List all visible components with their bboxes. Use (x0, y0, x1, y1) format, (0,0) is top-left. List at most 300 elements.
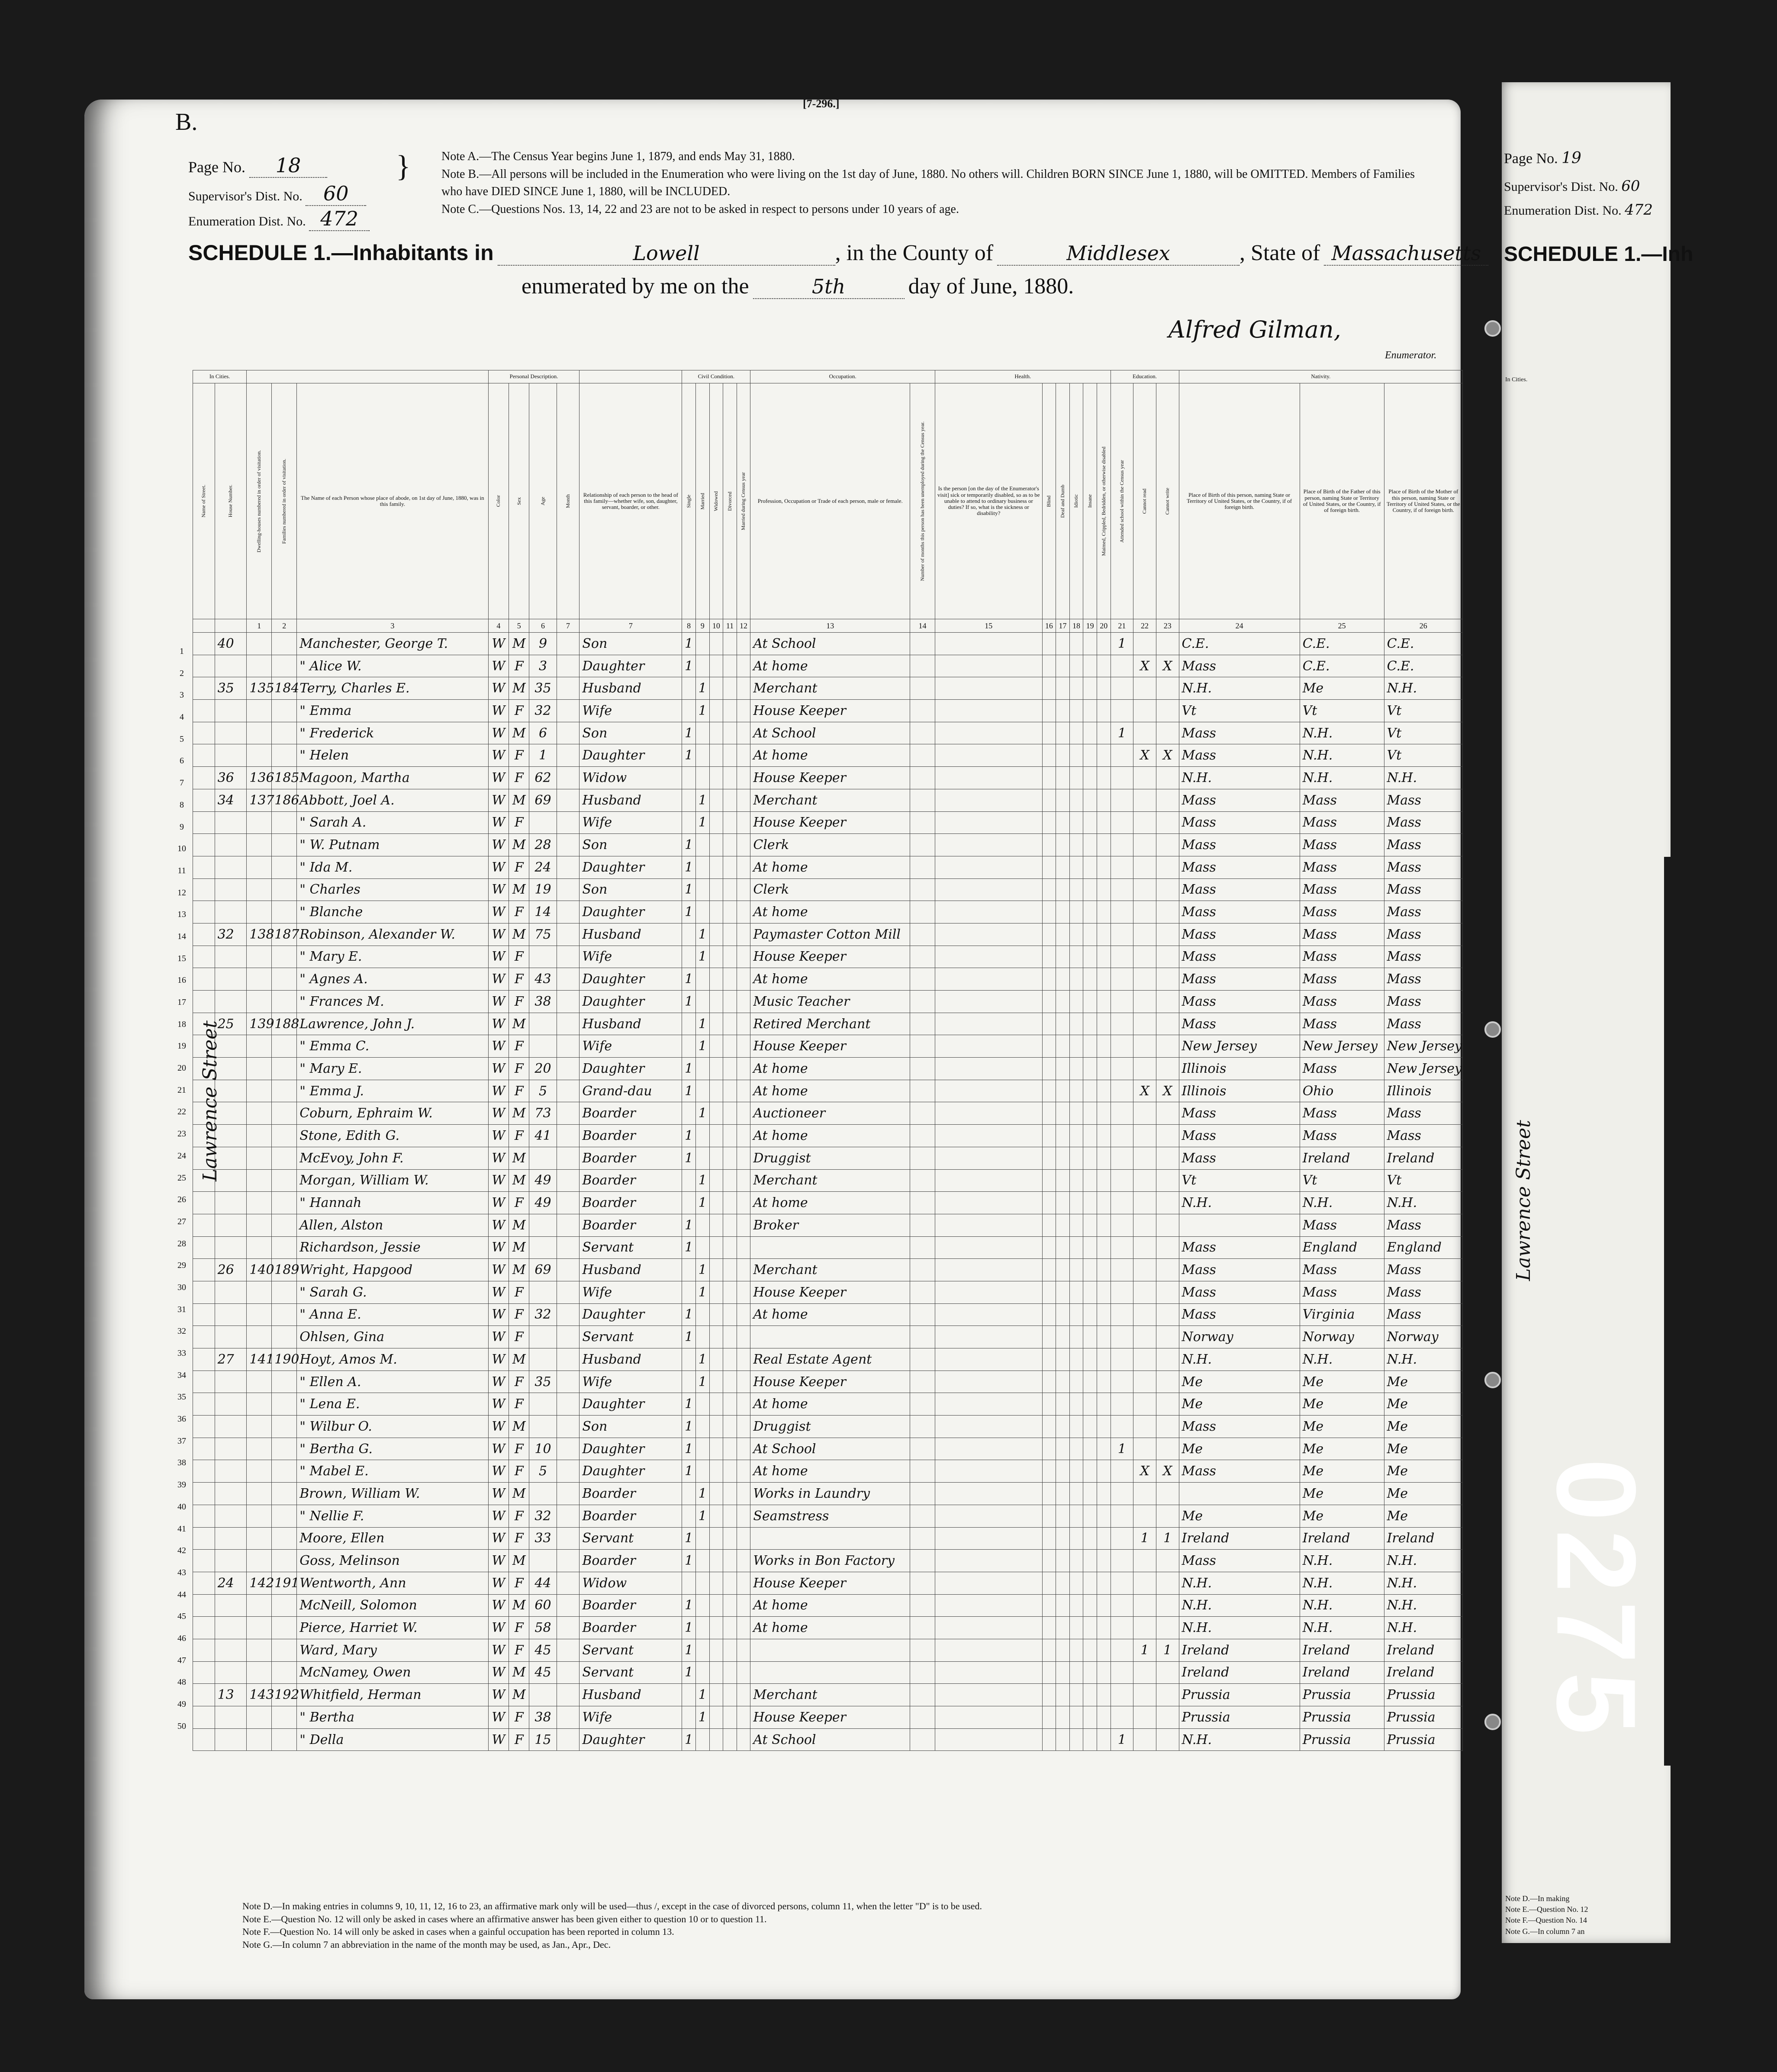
cell-sex: M (509, 923, 529, 946)
cell-dw (247, 968, 272, 991)
cell-age: 58 (529, 1617, 557, 1639)
cell-m (695, 1125, 709, 1147)
cell-rel: Grand-dau (579, 1080, 682, 1102)
cell-empty (1083, 1706, 1097, 1729)
cell-fb: N.H. (1300, 722, 1384, 744)
table-row (193, 700, 1463, 722)
cell-empty (1097, 1661, 1111, 1684)
cell-sch (1111, 1371, 1133, 1393)
cell-empty (1097, 1706, 1111, 1729)
cell-empty (935, 901, 1043, 923)
cell-dw (247, 1214, 272, 1236)
cell-cw (1156, 901, 1179, 923)
cell-dw: 141 (247, 1348, 272, 1371)
cell-m (695, 722, 709, 744)
cell-mb: Mass (1384, 991, 1462, 1013)
cell-empty (723, 856, 737, 878)
cell-empty (935, 1706, 1043, 1729)
cell-rel: Servant (579, 1236, 682, 1259)
cell-empty (723, 1527, 737, 1550)
cell-dw (247, 878, 272, 901)
cell-cr (1133, 1728, 1156, 1751)
row-number: 38 (177, 1458, 186, 1468)
cell-m (695, 1214, 709, 1236)
cell-empty (935, 834, 1043, 856)
cell-empty (935, 633, 1043, 655)
cell-m: 1 (695, 1102, 709, 1125)
cell-empty (1056, 722, 1070, 744)
table-row (193, 633, 1463, 655)
cell-age (529, 1483, 557, 1505)
cell-fb: Vt (1300, 1169, 1384, 1192)
cell-name: " Lena E. (297, 1393, 488, 1416)
cell-sch (1111, 1102, 1133, 1125)
cell-sch (1111, 1013, 1133, 1035)
cell-empty (557, 789, 579, 811)
cell-empty (910, 677, 935, 700)
column-number: 13 (750, 619, 910, 633)
cell-color: W (488, 1125, 509, 1147)
cell-house: 13 (215, 1684, 247, 1706)
cell-house (215, 1639, 247, 1661)
cell-s: 1 (682, 1416, 696, 1438)
cell-mb: Me (1384, 1483, 1462, 1505)
cell-empty (1056, 789, 1070, 811)
cell-empty (1069, 1303, 1083, 1326)
cell-empty (723, 878, 737, 901)
cell-fb: Mass (1300, 834, 1384, 856)
cell-empty (1097, 1527, 1111, 1550)
cell-empty (1056, 968, 1070, 991)
cell-empty (1097, 700, 1111, 722)
cell-occ: At home (750, 655, 910, 677)
cell-empty (737, 1192, 750, 1214)
cell-empty (737, 1416, 750, 1438)
table-row (193, 1147, 1463, 1169)
cell-house (215, 1483, 247, 1505)
cell-cw (1156, 633, 1179, 655)
cell-color: W (488, 1661, 509, 1684)
cell-empty (723, 789, 737, 811)
cell-empty (193, 811, 215, 834)
cell-empty (1083, 789, 1097, 811)
cell-empty (1069, 878, 1083, 901)
cell-empty (557, 1639, 579, 1661)
cell-empty (935, 1393, 1043, 1416)
cell-sch (1111, 811, 1133, 834)
cell-occ: House Keeper (750, 767, 910, 789)
cell-empty (557, 1617, 579, 1639)
cell-empty (1097, 878, 1111, 901)
cell-empty (1056, 1147, 1070, 1169)
cell-empty (1069, 1438, 1083, 1460)
cell-s (682, 1035, 696, 1058)
cell-empty (910, 1728, 935, 1751)
cell-empty (723, 1214, 737, 1236)
cell-occ: Merchant (750, 789, 910, 811)
cell-cr: X (1133, 1080, 1156, 1102)
cell-empty (1069, 923, 1083, 946)
cell-age: 28 (529, 834, 557, 856)
cell-empty (1083, 811, 1097, 834)
cell-empty (1083, 1483, 1097, 1505)
cell-house: 32 (215, 923, 247, 946)
cell-empty (709, 878, 723, 901)
enumerated-row (522, 273, 1074, 299)
brace: } (396, 150, 411, 183)
cell-cr (1133, 1058, 1156, 1080)
cell-pb: N.H. (1179, 1617, 1300, 1639)
row-number: 50 (177, 1721, 186, 1731)
cell-empty (557, 878, 579, 901)
cell-empty (1042, 1192, 1056, 1214)
cell-rel: Daughter (579, 1393, 682, 1416)
cell-empty (1097, 1371, 1111, 1393)
cell-house (215, 856, 247, 878)
cell-dw (247, 1236, 272, 1259)
cell-rel: Husband (579, 789, 682, 811)
cell-empty (1083, 901, 1097, 923)
column-header-c3 (247, 383, 272, 619)
cell-fb: N.H. (1300, 1192, 1384, 1214)
cell-empty (193, 1728, 215, 1751)
cell-occ: Music Teacher (750, 991, 910, 1013)
cell-house (215, 1460, 247, 1483)
cell-dw (247, 1102, 272, 1125)
day-field: 5th (753, 275, 905, 299)
enumeration-label: Enumeration Dist. No. (188, 214, 306, 228)
cell-empty (709, 677, 723, 700)
cell-cw: 1 (1156, 1527, 1179, 1550)
cell-empty (935, 1348, 1043, 1371)
cell-empty (1097, 1303, 1111, 1326)
cell-empty (1083, 677, 1097, 700)
cell-occ: At home (750, 744, 910, 767)
cell-fb: Ireland (1300, 1147, 1384, 1169)
cell-fam (272, 1147, 297, 1169)
cell-empty (1042, 1214, 1056, 1236)
cell-empty (193, 1617, 215, 1639)
cell-empty (1056, 1438, 1070, 1460)
cell-house: 40 (215, 633, 247, 655)
cell-age: 43 (529, 968, 557, 991)
cell-rel: Daughter (579, 856, 682, 878)
cell-mb: Mass (1384, 834, 1462, 856)
cell-pb: C.E. (1179, 633, 1300, 655)
table-row (193, 1013, 1463, 1035)
table-row (193, 1527, 1463, 1550)
cell-empty (1069, 1125, 1083, 1147)
cell-empty (1056, 1483, 1070, 1505)
cell-s: 1 (682, 1058, 696, 1080)
column-number: 2 (272, 619, 297, 633)
cell-empty (1069, 1214, 1083, 1236)
cell-occ: Clerk (750, 878, 910, 901)
cell-pb: N.H. (1179, 1572, 1300, 1594)
cell-empty (723, 722, 737, 744)
cell-empty (723, 1236, 737, 1259)
cell-empty (1056, 834, 1070, 856)
cell-empty (910, 1348, 935, 1371)
cell-empty (1083, 1058, 1097, 1080)
cell-sch (1111, 923, 1133, 946)
next-page-number: 19 (1561, 149, 1581, 167)
cell-empty (557, 1035, 579, 1058)
cell-empty (737, 1550, 750, 1572)
column-header-text: Place of Birth of the Mother of this person, naming State or Territory of United States, or the Country, if of foreign birth. (1387, 488, 1460, 514)
cell-pb: Illinois (1179, 1080, 1300, 1102)
row-number: 10 (177, 844, 186, 854)
cell-age: 1 (529, 744, 557, 767)
cell-s (682, 946, 696, 968)
cell-m: 1 (695, 789, 709, 811)
cell-color: W (488, 1572, 509, 1594)
cell-sex: F (509, 1281, 529, 1303)
cell-cw (1156, 1617, 1179, 1639)
cell-pb: N.H. (1179, 1728, 1300, 1751)
row-number: 8 (180, 800, 184, 810)
table-row (193, 946, 1463, 968)
cell-s: 1 (682, 1617, 696, 1639)
cell-pb: Mass (1179, 1281, 1300, 1303)
row-number: 11 (177, 865, 186, 875)
cell-empty (1083, 1527, 1097, 1550)
cell-sch (1111, 1617, 1133, 1639)
census-table (193, 370, 1463, 1751)
table-row (193, 811, 1463, 834)
cell-empty (1083, 1102, 1097, 1125)
column-number: 10 (709, 619, 723, 633)
city-field: Lowell (498, 241, 835, 266)
cell-empty (723, 1125, 737, 1147)
cell-dw (247, 1125, 272, 1147)
cell-empty (1069, 1572, 1083, 1594)
cell-pb: Mass (1179, 1102, 1300, 1125)
cell-house (215, 1236, 247, 1259)
row-number: 40 (177, 1502, 186, 1512)
cell-cw (1156, 946, 1179, 968)
cell-sch (1111, 968, 1133, 991)
cell-empty (910, 1393, 935, 1416)
cell-empty (737, 1706, 750, 1729)
table-row (193, 1348, 1463, 1371)
cell-fam (272, 1326, 297, 1348)
column-header-text: Divorced (726, 491, 733, 511)
cell-empty (723, 1393, 737, 1416)
column-number: 7 (557, 619, 579, 633)
row-number: 44 (177, 1589, 186, 1599)
cell-empty (1097, 767, 1111, 789)
cell-m (695, 968, 709, 991)
cell-house (215, 946, 247, 968)
cell-empty (557, 1326, 579, 1348)
cell-empty (1056, 1303, 1070, 1326)
cell-empty (193, 1684, 215, 1706)
cell-empty (1069, 1460, 1083, 1483)
cell-m: 1 (695, 1505, 709, 1527)
column-header-text: Cannot write (1164, 487, 1171, 515)
cell-color: W (488, 1371, 509, 1393)
cell-color: W (488, 655, 509, 677)
column-header-c16 (750, 383, 910, 619)
cell-empty (935, 1214, 1043, 1236)
cell-house (215, 1371, 247, 1393)
cell-s (682, 923, 696, 946)
cell-occ: Auctioneer (750, 1102, 910, 1125)
cell-dw: 139 (247, 1013, 272, 1035)
cell-dw (247, 1080, 272, 1102)
cell-age (529, 1684, 557, 1706)
column-number (193, 619, 215, 633)
cell-house: 25 (215, 1013, 247, 1035)
cell-name: " Sarah G. (297, 1281, 488, 1303)
cell-rel: Son (579, 722, 682, 744)
row-number: 13 (177, 910, 186, 920)
cell-empty (737, 856, 750, 878)
column-number: 1 (247, 619, 272, 633)
cell-s (682, 1706, 696, 1729)
cell-sch (1111, 1393, 1133, 1416)
cell-empty (557, 1684, 579, 1706)
cell-cw (1156, 722, 1179, 744)
cell-color: W (488, 1483, 509, 1505)
cell-empty (737, 744, 750, 767)
cell-empty (723, 1102, 737, 1125)
table-row (193, 1058, 1463, 1080)
cell-empty (910, 1169, 935, 1192)
cell-age (529, 811, 557, 834)
cell-fam (272, 901, 297, 923)
cell-cw (1156, 856, 1179, 878)
column-header-text: Maimed, Crippled, Bedridden, or otherwise disabled (1100, 446, 1107, 556)
cell-empty (910, 1058, 935, 1080)
row-number: 6 (180, 756, 184, 766)
cell-empty (935, 677, 1043, 700)
cell-empty (935, 767, 1043, 789)
cell-empty (1083, 700, 1097, 722)
column-header-c25 (1133, 383, 1156, 619)
cell-cr (1133, 1013, 1156, 1035)
cell-empty (910, 901, 935, 923)
cell-empty (1083, 1125, 1097, 1147)
cell-sex: M (509, 1102, 529, 1125)
cell-empty (910, 655, 935, 677)
cell-cw (1156, 1102, 1179, 1125)
cell-age (529, 946, 557, 968)
cell-fam (272, 968, 297, 991)
column-header-text: The Name of each Person whose place of abode, on 1st day of June, 1880, was in this family. (301, 494, 484, 507)
cell-dw (247, 1617, 272, 1639)
cell-m: 1 (695, 1192, 709, 1214)
cell-name: Ward, Mary (297, 1639, 488, 1661)
cell-sch (1111, 1147, 1133, 1169)
cell-fb: Mass (1300, 1125, 1384, 1147)
cell-color: W (488, 1080, 509, 1102)
table-row (193, 1169, 1463, 1192)
cell-empty (709, 1550, 723, 1572)
cell-empty (709, 901, 723, 923)
cell-color: W (488, 1706, 509, 1729)
cell-cw (1156, 1281, 1179, 1303)
cell-empty (935, 856, 1043, 878)
cell-fb: Ohio (1300, 1080, 1384, 1102)
cell-empty (709, 767, 723, 789)
cell-empty (1056, 856, 1070, 878)
cell-empty (193, 1416, 215, 1438)
cell-sch (1111, 878, 1133, 901)
cell-empty (1042, 677, 1056, 700)
cell-empty (723, 1617, 737, 1639)
cell-empty (709, 1147, 723, 1169)
cell-empty (557, 991, 579, 1013)
cell-name: Moore, Ellen (297, 1527, 488, 1550)
cell-rel: Daughter (579, 968, 682, 991)
cell-age: 32 (529, 1505, 557, 1527)
cell-rel: Boarder (579, 1169, 682, 1192)
cell-empty (723, 1147, 737, 1169)
cell-empty (737, 1438, 750, 1460)
cell-empty (935, 1236, 1043, 1259)
cell-house (215, 1550, 247, 1572)
cell-house: 26 (215, 1259, 247, 1281)
cell-fam: 184 (272, 677, 297, 700)
cell-occ: Clerk (750, 834, 910, 856)
cell-age: 69 (529, 1259, 557, 1281)
cell-cr (1133, 856, 1156, 878)
cell-color: W (488, 1348, 509, 1371)
cell-age: 6 (529, 722, 557, 744)
row-number: 25 (177, 1173, 186, 1183)
cell-s: 1 (682, 1594, 696, 1617)
cell-empty (1083, 722, 1097, 744)
cell-empty (737, 1035, 750, 1058)
next-enumeration-label: Enumeration Dist. No. (1504, 203, 1622, 218)
cell-empty (1056, 1058, 1070, 1080)
cell-empty (557, 834, 579, 856)
cell-age: 32 (529, 700, 557, 722)
cell-empty (193, 1192, 215, 1214)
cell-pb: Prussia (1179, 1684, 1300, 1706)
cell-cr (1133, 1706, 1156, 1729)
cell-empty (723, 1348, 737, 1371)
cell-empty (1056, 878, 1070, 901)
row-number-column (173, 640, 190, 1737)
cell-rel: Husband (579, 1013, 682, 1035)
cell-empty (910, 1527, 935, 1550)
cell-empty (723, 1706, 737, 1729)
cell-empty (737, 1594, 750, 1617)
cell-age: 45 (529, 1639, 557, 1661)
cell-empty (193, 1527, 215, 1550)
cell-empty (1069, 1728, 1083, 1751)
cell-cw (1156, 1438, 1179, 1460)
cell-empty (910, 633, 935, 655)
cell-cr (1133, 1035, 1156, 1058)
cell-rel: Servant (579, 1661, 682, 1684)
cell-cw (1156, 1572, 1179, 1594)
cell-empty (709, 1639, 723, 1661)
column-number: 4 (488, 619, 509, 633)
cell-mb: Vt (1384, 722, 1462, 744)
note-b: Note B.—All persons will be included in the Enumeration who were living on the 1st day of June, 1880. No others will. Children BORN SINCE June 1, 1880, will be OMITTED. Members of Families who have DIED SINCE June 1, 1880, will be INCLUDED. (441, 167, 1415, 199)
cell-dw (247, 1058, 272, 1080)
cell-empty (910, 700, 935, 722)
cell-empty (1056, 1281, 1070, 1303)
cell-cr (1133, 722, 1156, 744)
cell-color: W (488, 789, 509, 811)
cell-cr (1133, 1661, 1156, 1684)
cell-age (529, 1550, 557, 1572)
